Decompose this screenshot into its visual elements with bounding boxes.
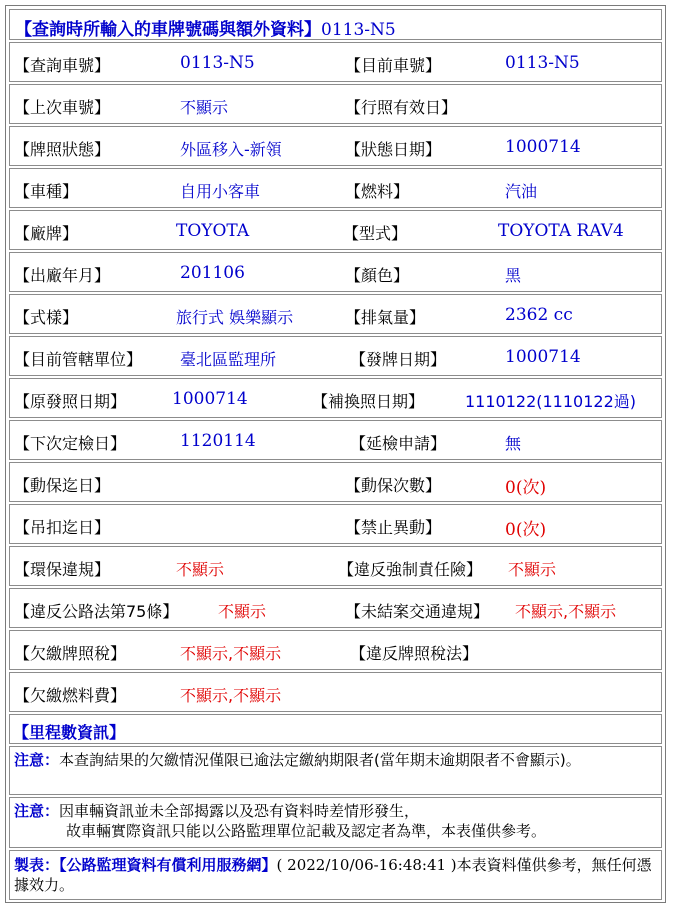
field-value: 不顯示,不顯示 [180,644,282,663]
info-row [9,168,662,208]
field-label: 【牌照狀態】 [14,140,111,159]
field-value: 旅行式 娛樂顯示 [176,308,294,327]
info-row [9,420,662,460]
info-row [9,294,662,334]
field-value: 1110122(1110122過) [465,392,637,411]
field-value: TOYOTA RAV4 [498,221,624,241]
title-row [9,9,662,40]
field-value: 0(次) [505,520,547,540]
field-label: 【查詢車號】 [14,56,111,75]
maker-label: 製表： [14,856,60,874]
info-row [9,42,662,82]
field-label: 【欠繳燃料費】 [14,686,127,705]
field-label: 【目前管轄單位】 [14,350,143,369]
field-value: 201106 [180,263,245,283]
field-value: 不顯示 [180,98,229,117]
info-row [9,336,662,376]
title-label: 【查詢時所輸入的車牌號碼與額外資料】 [15,20,321,40]
mileage-row [9,714,662,744]
note2-line2: 故車輛實際資訊只能以公路監理單位記載及認定者為準，本表僅供參考。 [66,822,547,840]
note2-line1: 因車輛資訊並未全部揭露以及恐有資料時差情形發生， [59,802,420,820]
field-value: 不顯示 [508,560,557,579]
maker-service: 【公路監理資料有償利用服務網】 [59,856,277,874]
field-label: 【廠牌】 [14,224,79,243]
field-label: 【行照有效日】 [345,98,458,117]
field-value: 不顯示,不顯示 [515,602,617,621]
info-row [9,630,662,670]
field-value: 1000714 [505,347,581,367]
note1 [14,750,657,770]
info-row [9,546,662,586]
field-label: 【禁止異動】 [345,518,442,537]
field-value: 黑 [505,266,522,285]
info-row [9,252,662,292]
note2 [14,801,657,841]
field-label: 【狀態日期】 [345,140,442,159]
title-plate: 0113-N5 [321,20,396,40]
maker-text: 本表資料僅供參考，無任何憑據效力。 [14,856,652,894]
info-row [9,210,662,250]
field-value: 外區移入-新領 [180,140,282,159]
field-label: 【吊扣迄日】 [14,518,111,537]
field-label: 【型式】 [343,224,408,243]
field-value: 0113-N5 [505,53,580,73]
note1-text: 本查詢結果的欠繳情況僅限已逾法定繳納期限者(當年期末逾期限者不會顯示)。 [59,751,581,769]
field-label: 【下次定檢日】 [14,434,127,453]
field-value: 1120114 [180,431,256,451]
field-label: 【排氣量】 [345,308,426,327]
field-label: 【顏色】 [345,266,410,285]
info-row [9,672,662,712]
field-label: 【式樣】 [14,308,79,327]
field-label: 【出廠年月】 [14,266,111,285]
field-value: 臺北區監理所 [180,350,277,369]
vehicle-info-sheet [5,5,666,903]
field-value: 不顯示,不顯示 [180,686,282,705]
field-label: 【違反牌照稅法】 [350,644,479,663]
note1-row [9,746,662,795]
page-title [15,15,396,40]
info-row [9,504,662,544]
field-label: 【發牌日期】 [350,350,447,369]
field-label: 【動保次數】 [345,476,442,495]
field-label: 【延檢申請】 [350,434,447,453]
field-label: 【原發照日期】 [14,392,127,411]
field-label: 【車種】 [14,182,79,201]
maker-row [9,850,662,900]
field-value: TOYOTA [176,221,250,241]
maker-time: ( 2022/10/06-16:48:41 ) [276,856,457,874]
note2-label: 注意： [14,802,60,820]
field-value: 2362 cc [505,305,573,325]
field-value: 自用小客車 [180,182,261,201]
note2-row [9,797,662,848]
field-value: 不顯示 [176,560,225,579]
field-value: 汽油 [505,182,538,201]
maker-note [14,855,657,895]
mileage-header: 【里程數資訊】 [13,723,126,742]
field-label: 【未結案交通違規】 [345,602,490,621]
field-value: 0(次) [505,478,547,498]
field-value: 1000714 [505,137,581,157]
field-label: 【環保違規】 [14,560,111,579]
field-label: 【違反強制責任險】 [338,560,483,579]
field-value: 不顯示 [218,602,267,621]
info-row [9,84,662,124]
info-row [9,588,662,628]
field-label: 【違反公路法第75條】 [14,602,179,621]
field-label: 【燃料】 [345,182,410,201]
info-row [9,126,662,166]
info-row [9,378,662,418]
field-label: 【動保迄日】 [14,476,111,495]
field-label: 【目前車號】 [345,56,442,75]
note1-label: 注意： [14,751,60,769]
field-label: 【補換照日期】 [312,392,425,411]
field-value: 0113-N5 [180,53,255,73]
field-value: 無 [505,434,522,453]
field-label: 【上次車號】 [14,98,111,117]
field-label: 【欠繳牌照稅】 [14,644,127,663]
field-value: 1000714 [172,389,248,409]
info-row [9,462,662,502]
